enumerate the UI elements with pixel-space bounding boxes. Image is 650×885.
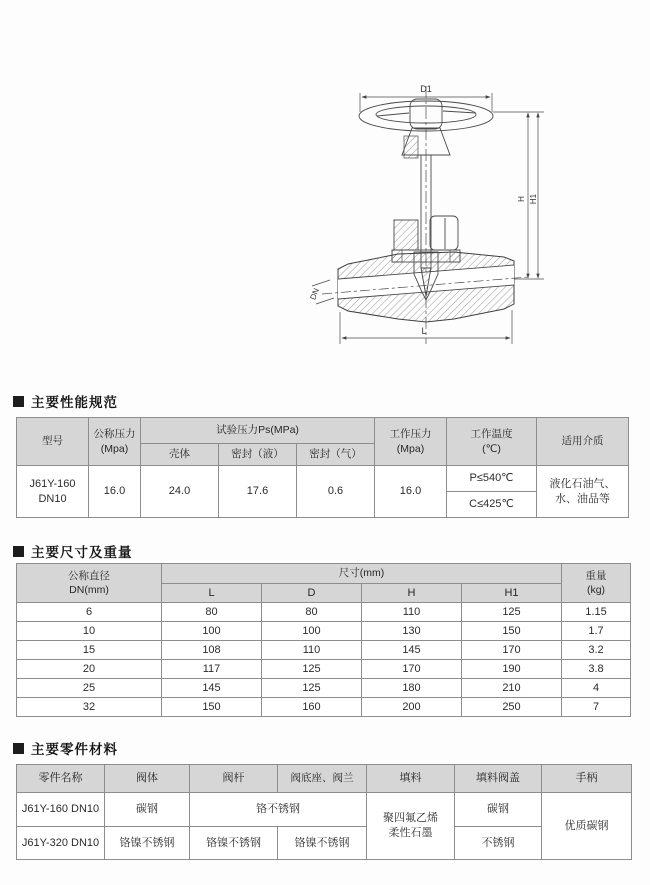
header-seal-liquid: 密封（液） <box>219 444 297 466</box>
header-valve-body: 阀体 <box>105 765 190 793</box>
header-h1: H1 <box>462 584 562 603</box>
table-row <box>17 466 629 492</box>
cell-dn: 32 <box>17 698 162 717</box>
cell-h1: 210 <box>462 679 562 698</box>
cell-l: 145 <box>162 679 262 698</box>
cell-h: 110 <box>362 603 462 622</box>
cell-dn: 25 <box>17 679 162 698</box>
cell-l: 108 <box>162 641 262 660</box>
cell-h: 200 <box>362 698 462 717</box>
cell-h1: 250 <box>462 698 562 717</box>
dimensions-section-title <box>13 541 133 561</box>
square-bullet-icon <box>13 396 24 407</box>
header-seat-flange: 阀底座、阀兰 <box>278 765 367 793</box>
header-packing: 填料 <box>367 765 455 793</box>
cell-l: 100 <box>162 622 262 641</box>
table-row <box>17 603 631 622</box>
table-row <box>17 827 632 860</box>
header-h: H <box>362 584 462 603</box>
header-working-pressure-unit: (Mpa) <box>396 442 425 455</box>
dim-dn <box>308 280 334 304</box>
cell-h1: 170 <box>462 641 562 660</box>
cell-weight: 7 <box>562 698 631 717</box>
header-shell: 壳体 <box>141 444 219 466</box>
cell-dn: 15 <box>17 641 162 660</box>
header-model: 型号 <box>17 418 89 466</box>
header-working-pressure <box>375 418 447 466</box>
dim-d1-label: D1 <box>420 84 432 94</box>
cell-seat-material: 铬镍不锈钢 <box>278 827 367 860</box>
table-header-row <box>17 765 632 793</box>
header-nominal-pressure-label: 公称压力 <box>93 428 136 441</box>
cell-d: 80 <box>262 603 362 622</box>
cell-temp-c: C≤425℃ <box>447 492 537 518</box>
header-nominal-pressure-unit: (Mpa) <box>100 442 129 455</box>
header-weight-line2: (kg) <box>586 584 606 596</box>
cell-packing-line2: 柔性石墨 <box>388 827 433 839</box>
dim-h1-label: H1 <box>529 193 538 205</box>
header-part-name: 零件名称 <box>17 765 105 793</box>
header-seal-gas: 密封（气） <box>297 444 375 466</box>
cell-body-material: 铬镍不锈钢 <box>105 827 190 860</box>
header-valve-stem: 阀杆 <box>190 765 278 793</box>
valve-body <box>322 252 528 322</box>
header-weight <box>562 564 631 603</box>
header-handle: 手柄 <box>542 765 632 793</box>
table-header-row <box>17 564 631 584</box>
valve-technical-drawing <box>275 68 575 368</box>
header-working-pressure-label: 工作压力 <box>389 428 432 441</box>
cell-h1: 150 <box>462 622 562 641</box>
performance-section-title <box>13 391 118 411</box>
cell-medium <box>537 466 629 518</box>
dim-h-label: H <box>517 196 526 202</box>
section-title-text: 主要尺寸及重量 <box>31 545 133 560</box>
cell-model: J61Y-160 DN10 <box>17 466 89 518</box>
dim-l-label: L <box>421 326 427 336</box>
cell-shell: 24.0 <box>141 466 219 518</box>
header-d: D <box>262 584 362 603</box>
cell-medium-line2: 水、油品等 <box>555 492 610 505</box>
header-dn-line1: 公称直径 <box>68 569 110 582</box>
cell-h1: 190 <box>462 660 562 679</box>
table-row <box>17 641 631 660</box>
header-l: L <box>162 584 262 603</box>
materials-section-title <box>13 738 118 758</box>
cell-dn: 10 <box>17 622 162 641</box>
dimensions-table <box>16 563 631 717</box>
cell-l: 150 <box>162 698 262 717</box>
cell-model: J61Y-320 DN10 <box>17 827 105 860</box>
cell-h: 145 <box>362 641 462 660</box>
cell-d: 160 <box>262 698 362 717</box>
cell-h: 170 <box>362 660 462 679</box>
cell-h1: 125 <box>462 603 562 622</box>
header-working-temp-label: 工作温度 <box>470 428 513 441</box>
cell-model: J61Y-160 DN10 <box>17 793 105 827</box>
table-header-row <box>17 418 629 444</box>
cell-d: 110 <box>262 641 362 660</box>
cell-stem-material: 铬镍不锈钢 <box>190 827 278 860</box>
square-bullet-icon <box>13 546 24 557</box>
header-weight-line1: 重量 <box>585 569 607 582</box>
cell-weight: 4 <box>562 679 631 698</box>
cell-nominal-pressure: 16.0 <box>89 466 141 518</box>
cell-weight: 1.7 <box>562 622 631 641</box>
cell-h: 180 <box>362 679 462 698</box>
section-title-text: 主要性能规范 <box>31 395 118 410</box>
cell-temp-p: P≤540℃ <box>447 466 537 492</box>
header-working-temp-unit: (℃) <box>482 442 501 455</box>
dim-h-h1 <box>493 112 544 279</box>
dim-dn-label: DN <box>308 287 322 302</box>
cell-medium-line1: 液化石油气、 <box>549 477 616 490</box>
table-row <box>17 679 631 698</box>
table-row <box>17 622 631 641</box>
cell-weight: 3.2 <box>562 641 631 660</box>
cell-stem-seat-material: 铬不锈钢 <box>190 793 367 827</box>
table-row <box>17 660 631 679</box>
header-dn <box>17 564 162 603</box>
cell-bonnet-material: 碳钢 <box>455 793 542 827</box>
header-test-pressure: 试验压力Ps(MPa) <box>141 418 375 444</box>
cell-l: 80 <box>162 603 262 622</box>
cell-weight: 1.15 <box>562 603 631 622</box>
header-medium: 适用介质 <box>537 418 629 466</box>
table-row <box>17 698 631 717</box>
cell-h: 130 <box>362 622 462 641</box>
cell-d: 125 <box>262 679 362 698</box>
cell-seal-gas: 0.6 <box>297 466 375 518</box>
square-bullet-icon <box>13 743 24 754</box>
cell-packing-material <box>367 793 455 860</box>
cell-l: 117 <box>162 660 262 679</box>
cell-packing-line1: 聚四氟乙烯 <box>383 812 438 825</box>
materials-table <box>16 764 632 860</box>
cell-body-material: 碳钢 <box>105 793 190 827</box>
header-dn-line2: DN(mm) <box>69 584 109 596</box>
table-row <box>17 793 632 827</box>
performance-table <box>16 417 629 518</box>
cell-handle-material: 优质碳钢 <box>542 793 632 860</box>
header-nominal-pressure <box>89 418 141 466</box>
cell-dn: 20 <box>17 660 162 679</box>
header-working-temp <box>447 418 537 466</box>
cell-working-pressure: 16.0 <box>375 466 447 518</box>
header-size: 尺寸(mm) <box>162 564 562 584</box>
cell-bonnet-material: 不锈钢 <box>455 827 542 860</box>
cell-dn: 6 <box>17 603 162 622</box>
cell-d: 100 <box>262 622 362 641</box>
section-title-text: 主要零件材料 <box>31 742 118 757</box>
cell-weight: 3.8 <box>562 660 631 679</box>
cell-d: 125 <box>262 660 362 679</box>
cell-seal-liquid: 17.6 <box>219 466 297 518</box>
header-packing-bonnet: 填料阀盖 <box>455 765 542 793</box>
